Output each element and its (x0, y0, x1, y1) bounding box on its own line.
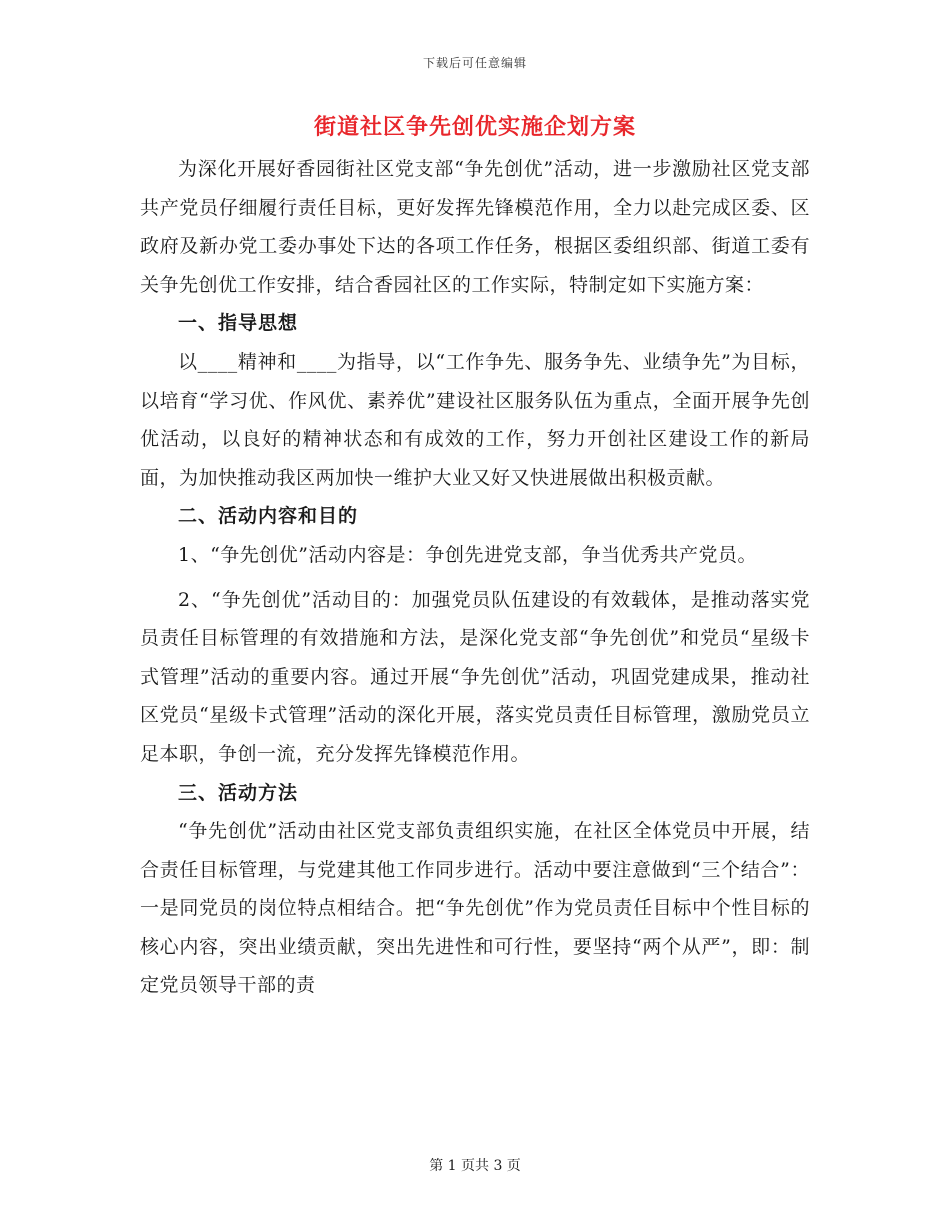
document-title: 街道社区争先创优实施企划方案 (313, 114, 636, 140)
section3-paragraph: “争先创优”活动由社区党支部负责组织实施，在社区全体党员中开展，结合责任目标管理，与党建其他工作同步进行。活动中要注意做到“三个结合”：一是同党员的岗位特点相结合。把“争先创优”作为党员责任目标中个性目标的核心内容，突出业绩贡献，突出先进性和可行性，要坚持“两个从严”，即：制定党员领导干部的责 (140, 820, 810, 997)
page-footer: 第 1 页共 3 页 (429, 1158, 521, 1174)
header-note: 下载后可任意编辑 (422, 56, 527, 70)
section2-paragraph-1: 1、“争先创优”活动内容是：争创先进党支部，争当优秀共产党员。 (178, 543, 758, 566)
section-heading-content-and-purpose: 二、活动内容和目的 (178, 505, 359, 528)
document-body (140, 150, 810, 1005)
section-heading-activity-method: 三、活动方法 (178, 781, 299, 804)
section2-paragraph-2: 2、“争先创优”活动目的：加强党员队伍建设的有效载体，是推动落实党员责任目标管理的有效措施和方法，是深化党支部“争先创优”和党员“星级卡式管理”活动的重要内容。通过开展“争先创优”活动，巩固党建成果，推动社区党员“星级卡式管理”活动的深化开展，落实党员责任目标管理，激励党员立足本职，争创一流，充分发挥先锋模范作用。 (140, 588, 810, 765)
section1-paragraph: 以____精神和____为指导，以“工作争先、服务争先、业绩争先”为目标，以培育“学习优、作风优、素养优”建设社区服务队伍为重点，全面开展争先创优活动，以良好的精神状态和有成效的工作，努力开创社区建设工作的新局面，为加快推动我区两加快一维护大业又好又快进展做出积极贡献。 (140, 350, 810, 489)
section-heading-guiding-ideology: 一、指导思想 (178, 312, 299, 335)
intro-paragraph: 为深化开展好香园街社区党支部“争先创优”活动，进一步激励社区党支部共产党员仔细履行责任目标，更好发挥先锋模范作用，全力以赴完成区委、区政府及新办党工委办事处下达的各项工作任务，根据区委组织部、街道工委有关争先创优工作安排，结合香园社区的工作实际，特制定如下实施方案： (140, 158, 810, 296)
